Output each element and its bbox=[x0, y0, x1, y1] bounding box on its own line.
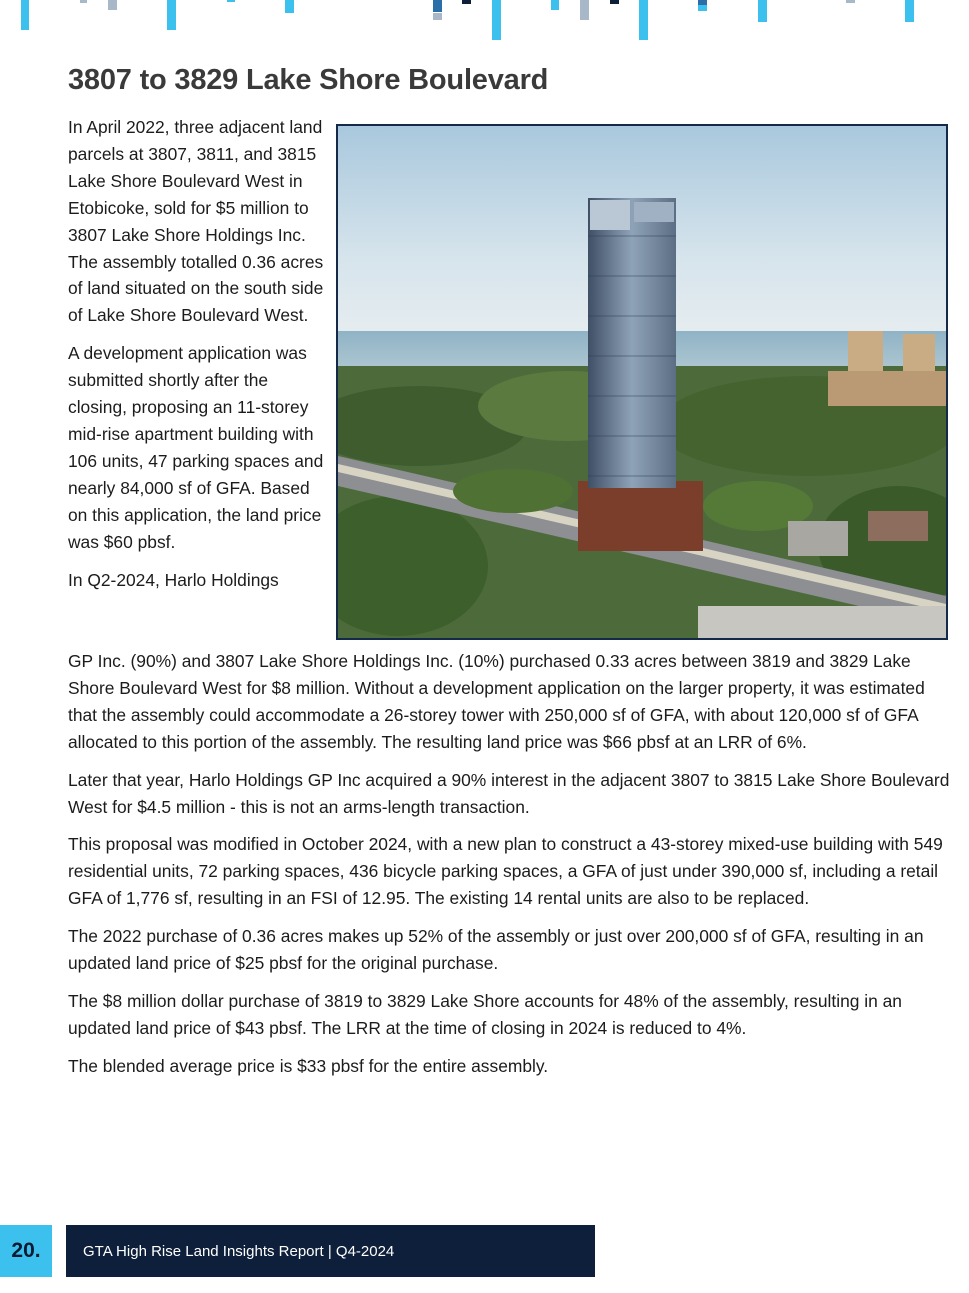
page-number: 20. bbox=[0, 1225, 52, 1277]
decorative-top-bars bbox=[0, 0, 969, 45]
accent-bar bbox=[433, 13, 442, 20]
accent-bar bbox=[108, 0, 117, 10]
accent-bar bbox=[610, 0, 619, 4]
tower-rendering-image bbox=[336, 124, 948, 640]
accent-bar bbox=[462, 0, 471, 4]
side-text-column bbox=[68, 114, 324, 593]
main-text bbox=[68, 648, 952, 1091]
accent-bar bbox=[551, 0, 559, 10]
paragraph: A development application was submitted shortly after the closing, proposing an 11-storey mid-rise apartment building with 106 units, 47 parking spaces and nearly 84,000 sf of GFA. Based on this application, the land price was $60 pbsf. bbox=[68, 343, 324, 552]
accent-bar bbox=[21, 0, 29, 30]
paragraph: The 2022 purchase of 0.36 acres makes up 52% of the assembly or just over 200,000 sf of GFA, resulting in an updated land price of $25 pbsf for the original purchase. bbox=[68, 926, 924, 974]
accent-bar bbox=[846, 0, 855, 3]
accent-bar bbox=[698, 5, 707, 11]
accent-bar bbox=[433, 0, 442, 12]
paragraph: This proposal was modified in October 2024, with a new plan to construct a 43-storey mixed-use building with 549 residential units, 72 parking spaces, 436 bicycle parking spaces, a GFA of just under 390,000 sf, including a retail GFA of 1,776 sf, resulting in an FSI of 12.95. The existing 14 rental units are also to be replaced. bbox=[68, 834, 943, 909]
accent-bar bbox=[758, 0, 767, 22]
accent-bar bbox=[905, 0, 914, 22]
paragraph: The blended average price is $33 pbsf for the entire assembly. bbox=[68, 1055, 549, 1076]
accent-bar bbox=[285, 0, 294, 13]
accent-bar bbox=[492, 0, 501, 40]
paragraph: In April 2022, three adjacent land parcels at 3807, 3811, and 3815 Lake Shore Boulevard West in Etobicoke, sold for $5 million to 3807 Lake Shore Holdings Inc. The assembly totalled 0.36 acres of land situated on the south side of Lake Shore Boulevard West. bbox=[68, 117, 324, 326]
accent-bar bbox=[580, 0, 589, 20]
page-title: 3807 to 3829 Lake Shore Boulevard bbox=[68, 64, 549, 96]
accent-bar bbox=[227, 0, 235, 2]
accent-bar bbox=[167, 0, 176, 30]
footer-report-title: GTA High Rise Land Insights Report | Q4-2024 bbox=[66, 1225, 595, 1277]
paragraph: Later that year, Harlo Holdings GP Inc acquired a 90% interest in the adjacent 3807 to 3815 Lake Shore Boulevard West for $4.5 million - this is not an arms-length transaction. bbox=[68, 769, 950, 817]
paragraph-lead: In Q2-2024, Harlo Holdings bbox=[68, 569, 279, 590]
paragraph: GP Inc. (90%) and 3807 Lake Shore Holdings Inc. (10%) purchased 0.33 acres between 3819 and 3829 Lake Shore Boulevard West for $8 million. Without a development application on the larger property, it was estimated that the assembly could accommodate a 26-storey tower with 250,000 sf of GFA, with about 120,000 sf of GFA allocated to this portion of the assembly. The resulting land price was $66 pbsf at an LRR of 6%. bbox=[68, 651, 925, 752]
paragraph: The $8 million dollar purchase of 3819 to 3829 Lake Shore accounts for 48% of the assembly, resulting in an updated land price of $43 pbsf. The LRR at the time of closing in 2024 is reduced to 4%. bbox=[68, 990, 902, 1038]
accent-bar bbox=[80, 0, 87, 3]
accent-bar bbox=[639, 0, 648, 40]
aerial-rendering-illustration bbox=[338, 126, 946, 638]
